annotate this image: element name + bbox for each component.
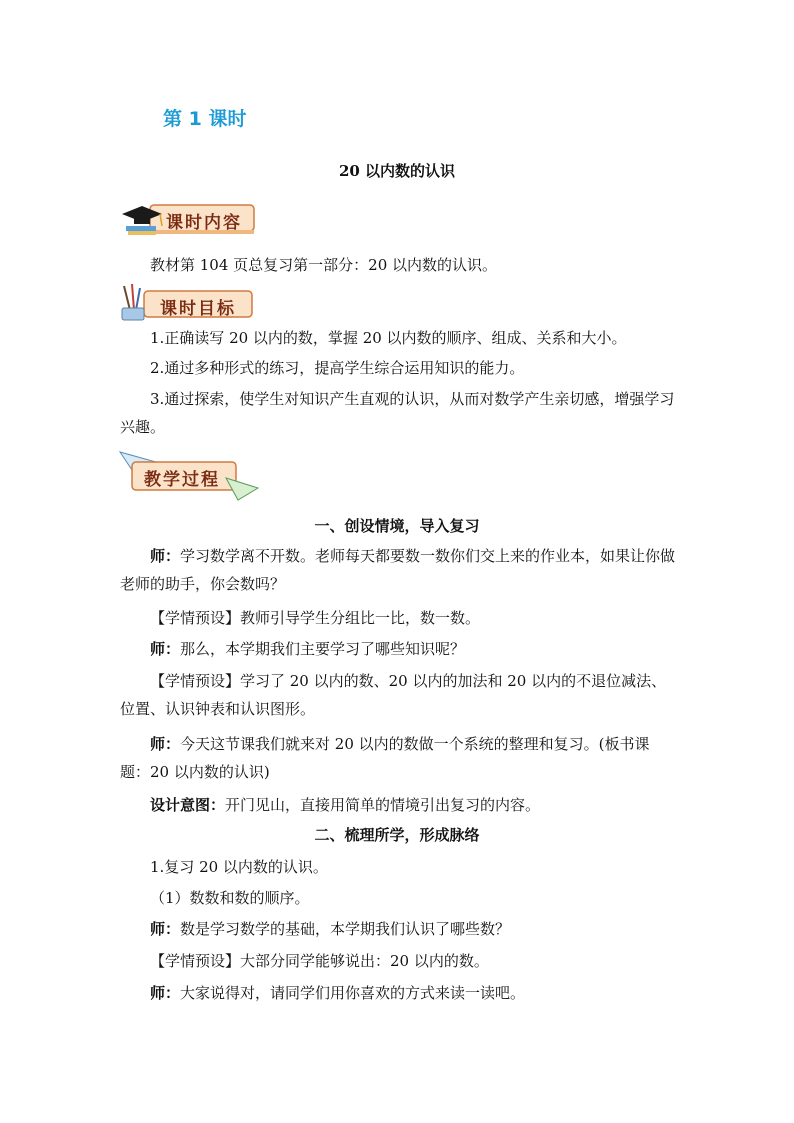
section1-paragraph-2: 【学情预设】教师引导学生分组比一比，数一数。: [150, 609, 481, 627]
paragraph-text: 开门见山，直接用简单的情境引出复习的内容。: [225, 796, 541, 814]
section2-paragraph-4: 【学情预设】大部分同学能够说出：20 以内的数。: [150, 952, 489, 970]
section2-paragraph-3: [120, 915, 676, 943]
speaker-label: 师：: [150, 735, 181, 753]
speaker-label: 师：: [150, 547, 181, 565]
paragraph-text: 那么，本学期我们主要学习了哪些知识呢？: [180, 640, 466, 658]
section1-paragraph-5: [120, 730, 676, 786]
goal-2: 2.通过多种形式的练习，提高学生综合运用知识的能力。: [150, 359, 525, 377]
banner-lesson-goals: [116, 284, 256, 324]
speaker-label: 师：: [150, 640, 181, 658]
section2-paragraph-1: 1.复习 20 以内数的认识。: [150, 858, 328, 876]
section2-paragraph-5: [120, 979, 676, 1007]
section2-paragraph-2: （1）数数和数的顺序。: [150, 889, 310, 907]
speaker-label: 师：: [150, 984, 181, 1002]
lesson-number: 第 1 课时: [163, 108, 247, 130]
section1-paragraph-3: [120, 635, 676, 663]
banner-teaching-process: [118, 448, 260, 504]
banner-lesson-content: [120, 200, 260, 238]
speaker-label: 师：: [150, 920, 181, 938]
paragraph-text: 今天这节课我们就来对 20 以内的数做一个系统的整理和复习。(板书课题：20 以内数的认识): [120, 735, 650, 781]
banner-label: 课时目标: [160, 299, 236, 319]
section2-heading: 二、梳理所学，形成脉络: [314, 826, 480, 844]
section1-paragraph-6: [120, 791, 676, 819]
section1-paragraph-1: [120, 542, 676, 598]
section1-heading: 一、创设情境，导入复习: [314, 517, 480, 535]
paragraph-text: 数是学习数学的基础，本学期我们认识了哪些数？: [180, 920, 511, 938]
banner-label: 教学过程: [144, 470, 220, 490]
design-intent-label: 设计意图：: [150, 796, 226, 814]
banner-label: 课时内容: [166, 213, 242, 233]
goal-3: 3.通过探索，使学生对知识产生直观的认识，从而对数学产生亲切感，增强学习兴趣。: [120, 390, 675, 436]
goal-1: 1.正确读写 20 以内的数，掌握 20 以内数的顺序、组成、关系和大小。: [150, 329, 627, 347]
section1-paragraph-4: 【学情预设】学习了 20 以内的数、20 以内的加法和 20 以内的不退位减法、位置、认识钟表和认识图形。: [120, 672, 667, 718]
paragraph-text: 大家说得对，请同学们用你喜欢的方式来读一读吧。: [180, 984, 526, 1002]
paragraph-text: 学习数学离不开数。老师每天都要数一数你们交上来的作业本，如果让你做老师的助手，你会数吗？: [120, 547, 676, 593]
lesson-title: 20 以内数的认识: [338, 162, 456, 180]
content-text: 教材第 104 页总复习第一部分：20 以内数的认识。: [150, 256, 498, 274]
